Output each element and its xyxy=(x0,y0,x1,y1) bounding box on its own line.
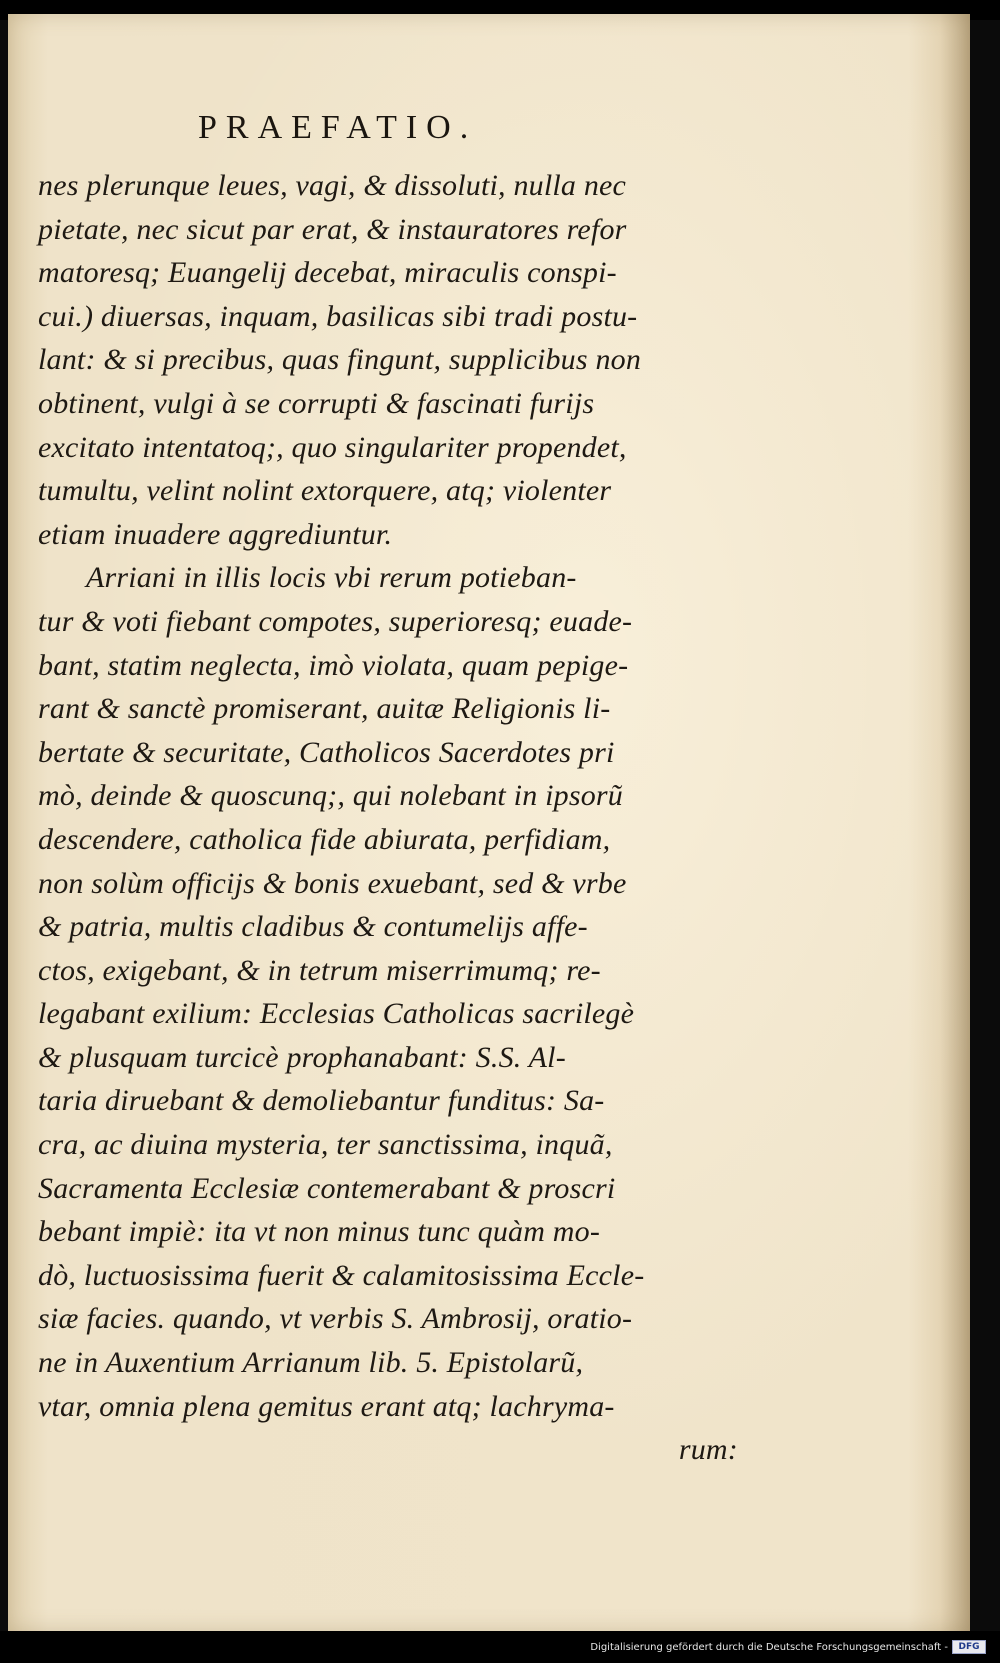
text-line: non solùm officijs & bonis exuebant, sed & vrbe xyxy=(38,866,627,900)
text-line: dò, luctuosissima fuerit & calamitosissima Eccle- xyxy=(38,1258,645,1292)
funding-credit: Digitalisierung gefördert durch die Deutsche Forschungsgemeinschaft - xyxy=(590,1642,948,1653)
text-line: descendere, catholica fide abiurata, perfidiam, xyxy=(38,822,611,856)
text-line: obtinent, vulgi à se corrupti & fascinati furijs xyxy=(38,386,595,420)
text-line: & plusquam turcicè prophanabant: S.S. Al- xyxy=(38,1040,566,1074)
text-line: matoresq; Euangelij decebat, miraculis conspi- xyxy=(38,256,617,290)
text-line: cui.) diuersas, inquam, basilicas sibi tradi postu- xyxy=(38,299,638,333)
text-line: pietate, nec sicut par erat, & instauratores refor xyxy=(38,212,627,246)
catchword: rum: xyxy=(678,1433,738,1467)
text-line: taria diruebant & demoliebantur funditus: Sa- xyxy=(38,1084,605,1118)
text-line: excitato intentatoq;, quo singulariter propendet, xyxy=(38,430,627,464)
text-line: tumultu, velint nolint extorquere, atq; violenter xyxy=(38,474,612,508)
dfg-logo: DFG xyxy=(952,1640,986,1654)
text-line: etiam inuadere aggrediuntur. xyxy=(38,517,393,551)
digitization-footer xyxy=(0,1631,1000,1663)
text-line: & patria, multis cladibus & contumelijs affe- xyxy=(38,910,588,944)
text-line: ne in Auxentium Arrianum lib. 5. Epistolarũ, xyxy=(38,1346,584,1380)
running-head: PRAEFATIO. xyxy=(198,109,478,146)
text-line: cra, ac diuina mysteria, ter sanctissima, inquã, xyxy=(38,1128,613,1162)
text-line: lant: & si precibus, quas fingunt, supplicibus non xyxy=(38,343,642,377)
page-edge-shadow xyxy=(940,14,970,1631)
text-line: Sacramenta Ecclesiæ contemerabant & proscri xyxy=(38,1171,616,1205)
text-line: mò, deinde & quoscunq;, qui nolebant in ipsorũ xyxy=(38,779,623,813)
text-line: tur & voti fiebant compotes, superioresq; euade- xyxy=(38,604,633,638)
body-text xyxy=(38,164,738,1472)
text-line: legabant exilium: Ecclesias Catholicas sacrilegè xyxy=(38,997,635,1031)
text-line: rant & sanctè promiserant, auitæ Religionis li- xyxy=(38,692,611,726)
book-page xyxy=(8,14,970,1631)
text-line: siæ facies. quando, vt verbis S. Ambrosij, oratio- xyxy=(38,1302,633,1336)
paragraph-start-line: Arriani in illis locis vbi rerum potieban- xyxy=(86,561,577,595)
text-line: bertate & securitate, Catholicos Sacerdotes pri xyxy=(38,735,615,769)
text-line: bebant impiè: ita vt non minus tunc quàm mo- xyxy=(38,1215,601,1249)
text-line: vtar, omnia plena gemitus erant atq; lachryma- xyxy=(38,1389,615,1423)
text-line: nes plerunque leues, vagi, & dissoluti, nulla nec xyxy=(38,169,627,202)
text-line: ctos, exigebant, & in tetrum miserrimumq; re- xyxy=(38,953,601,987)
text-line: bant, statim neglecta, imò violata, quam pepige- xyxy=(38,648,629,682)
